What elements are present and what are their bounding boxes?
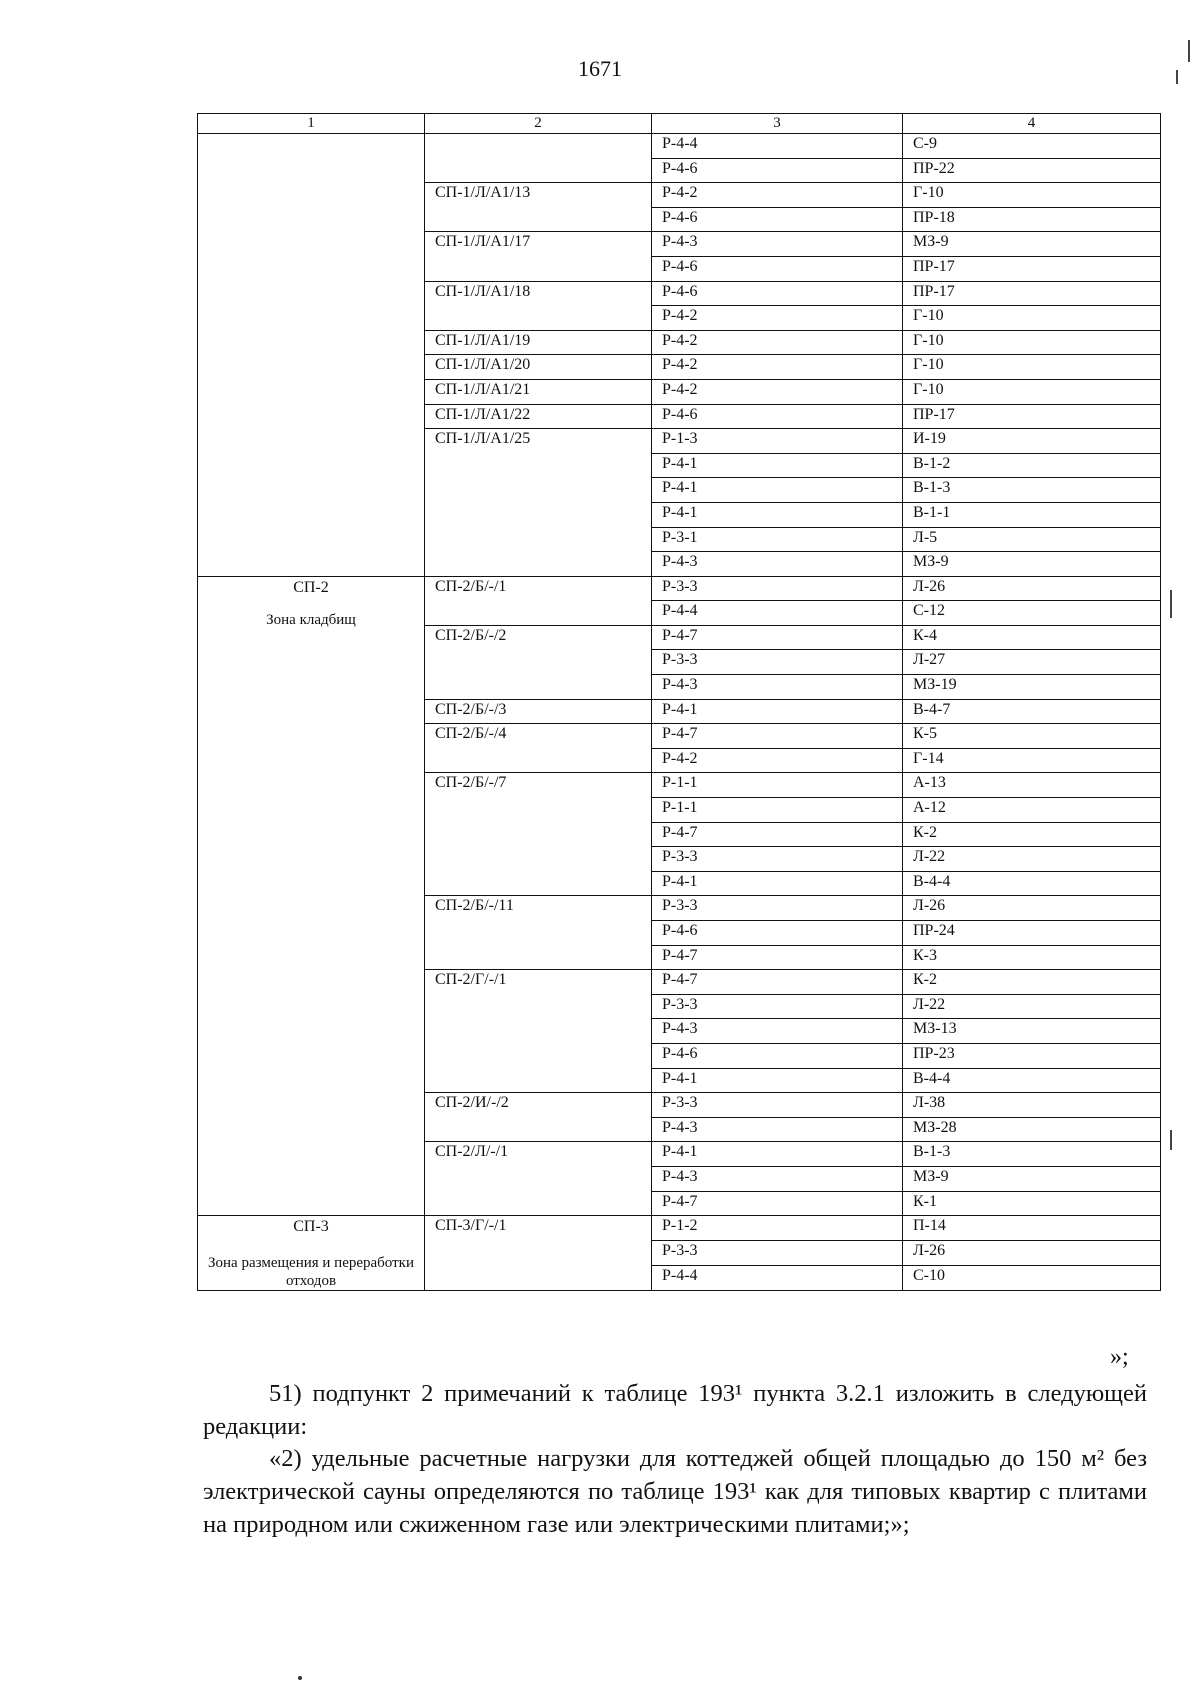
subzone-cell: СП-3/Г/-/1: [425, 1216, 652, 1291]
subzone-cell: СП-2/Б/-/1: [425, 576, 652, 625]
index-cell: К-3: [903, 945, 1161, 970]
index-cell: Г-10: [903, 330, 1161, 355]
amendment-text-paragraph: «2) удельные расчетные нагрузки для коттеджей общей площадью до 150 м² без электрической сауны определяются по таблице 193¹ как для типовых квартир с плитами на природном или сжиженном газе или электрическими плитами;»;: [203, 1445, 1147, 1538]
header-row: [198, 114, 1161, 134]
subzone-cell: СП-1/Л/А1/25: [425, 429, 652, 577]
index-cell: П-14: [903, 1216, 1161, 1241]
header-cell: 2: [425, 114, 652, 134]
index-cell: МЗ-13: [903, 1019, 1161, 1044]
code-cell: Р-4-7: [652, 822, 903, 847]
subzone-cell: СП-2/И/-/2: [425, 1093, 652, 1142]
index-cell: А-13: [903, 773, 1161, 798]
code-cell: Р-4-4: [652, 601, 903, 626]
code-cell: Р-4-6: [652, 158, 903, 183]
index-cell: ПР-17: [903, 281, 1161, 306]
code-cell: Р-4-7: [652, 724, 903, 749]
index-cell: К-4: [903, 625, 1161, 650]
code-cell: Р-1-1: [652, 798, 903, 823]
code-cell: Р-4-2: [652, 183, 903, 208]
code-cell: Р-4-7: [652, 970, 903, 995]
code-cell: Р-1-1: [652, 773, 903, 798]
code-cell: Р-4-2: [652, 379, 903, 404]
code-cell: Р-4-1: [652, 453, 903, 478]
code-cell: Р-4-2: [652, 306, 903, 331]
zone-cell: [198, 134, 425, 577]
zone-cell: [198, 1216, 425, 1291]
index-cell: ПР-17: [903, 404, 1161, 429]
subzone-cell: СП-2/Б/-/2: [425, 625, 652, 699]
subzone-cell: СП-1/Л/А1/21: [425, 379, 652, 404]
code-cell: Р-4-2: [652, 355, 903, 380]
subzone-cell: СП-2/Б/-/11: [425, 896, 652, 970]
code-cell: Р-1-3: [652, 429, 903, 454]
code-cell: Р-4-3: [652, 675, 903, 700]
code-cell: Р-4-6: [652, 281, 903, 306]
zone-description: Зона размещения и переработки отходов: [208, 1255, 414, 1290]
index-cell: В-1-3: [903, 478, 1161, 503]
code-cell: Р-4-1: [652, 699, 903, 724]
header-cell: 3: [652, 114, 903, 134]
index-cell: В-4-4: [903, 871, 1161, 896]
index-cell: Л-22: [903, 994, 1161, 1019]
subzone-cell: СП-2/Б/-/7: [425, 773, 652, 896]
code-cell: Р-4-6: [652, 1043, 903, 1068]
index-cell: К-2: [903, 822, 1161, 847]
index-cell: ПР-18: [903, 207, 1161, 232]
zone-cell: [198, 576, 425, 1215]
index-cell: Л-38: [903, 1093, 1161, 1118]
subzone-cell: СП-2/Г/-/1: [425, 970, 652, 1093]
code-cell: Р-4-7: [652, 1191, 903, 1216]
code-cell: Р-4-3: [652, 232, 903, 257]
subzone-cell: [425, 134, 652, 183]
index-cell: С-12: [903, 601, 1161, 626]
index-cell: К-1: [903, 1191, 1161, 1216]
index-cell: МЗ-19: [903, 675, 1161, 700]
subzone-cell: СП-1/Л/А1/20: [425, 355, 652, 380]
subzone-cell: СП-1/Л/А1/17: [425, 232, 652, 281]
index-cell: ПР-23: [903, 1043, 1161, 1068]
index-cell: Г-14: [903, 748, 1161, 773]
code-cell: Р-4-1: [652, 478, 903, 503]
index-cell: В-4-7: [903, 699, 1161, 724]
scan-mark: [1176, 70, 1178, 84]
code-cell: Р-1-2: [652, 1216, 903, 1241]
index-cell: МЗ-9: [903, 1166, 1161, 1191]
code-cell: Р-4-1: [652, 1068, 903, 1093]
zone-table: [197, 113, 1161, 1291]
subzone-cell: СП-2/Б/-/3: [425, 699, 652, 724]
subzone-cell: СП-1/Л/А1/18: [425, 281, 652, 330]
code-cell: Р-4-3: [652, 552, 903, 577]
index-cell: Г-10: [903, 379, 1161, 404]
index-cell: ПР-22: [903, 158, 1161, 183]
scan-mark: [1188, 40, 1190, 62]
index-cell: С-10: [903, 1266, 1161, 1291]
index-cell: ПР-24: [903, 921, 1161, 946]
code-cell: Р-4-1: [652, 502, 903, 527]
index-cell: Л-26: [903, 1241, 1161, 1266]
index-cell: И-19: [903, 429, 1161, 454]
index-cell: Л-26: [903, 576, 1161, 601]
index-cell: К-5: [903, 724, 1161, 749]
index-cell: МЗ-9: [903, 552, 1161, 577]
index-cell: А-12: [903, 798, 1161, 823]
index-cell: Л-22: [903, 847, 1161, 872]
index-cell: МЗ-9: [903, 232, 1161, 257]
code-cell: Р-4-1: [652, 871, 903, 896]
code-cell: Р-4-6: [652, 256, 903, 281]
code-cell: Р-4-2: [652, 330, 903, 355]
table-row: [198, 1216, 1161, 1241]
index-cell: К-2: [903, 970, 1161, 995]
index-cell: В-1-1: [903, 502, 1161, 527]
table-row: [198, 134, 1161, 159]
index-cell: Л-27: [903, 650, 1161, 675]
zone-code: СП-2: [293, 578, 329, 596]
code-cell: Р-3-3: [652, 576, 903, 601]
index-cell: Г-10: [903, 355, 1161, 380]
code-cell: Р-3-3: [652, 1093, 903, 1118]
subzone-cell: СП-1/Л/А1/22: [425, 404, 652, 429]
scan-mark: [1170, 1130, 1172, 1150]
index-cell: Г-10: [903, 306, 1161, 331]
zone-code: СП-3: [293, 1218, 329, 1236]
code-cell: Р-3-3: [652, 1241, 903, 1266]
index-cell: Л-5: [903, 527, 1161, 552]
code-cell: Р-4-6: [652, 404, 903, 429]
code-cell: Р-4-2: [652, 748, 903, 773]
code-cell: Р-4-6: [652, 207, 903, 232]
table-row: [198, 576, 1161, 601]
subzone-cell: СП-2/Б/-/4: [425, 724, 652, 773]
amendment-paragraph: 51) подпункт 2 примечаний к таблице 193¹ пункта 3.2.1 изложить в следующей редакции:: [203, 1380, 1147, 1440]
index-cell: Л-26: [903, 896, 1161, 921]
index-cell: В-1-3: [903, 1142, 1161, 1167]
header-cell: 1: [198, 114, 425, 134]
code-cell: Р-4-3: [652, 1019, 903, 1044]
code-cell: Р-3-3: [652, 650, 903, 675]
code-cell: Р-3-3: [652, 994, 903, 1019]
code-cell: Р-3-3: [652, 896, 903, 921]
index-cell: МЗ-28: [903, 1117, 1161, 1142]
scan-mark: [1170, 590, 1172, 618]
code-cell: Р-4-6: [652, 921, 903, 946]
code-cell: Р-4-3: [652, 1117, 903, 1142]
subzone-cell: СП-2/Л/-/1: [425, 1142, 652, 1216]
code-cell: Р-4-4: [652, 1266, 903, 1291]
code-cell: Р-4-7: [652, 625, 903, 650]
page-number: 1671: [578, 56, 622, 81]
index-cell: С-9: [903, 134, 1161, 159]
index-cell: ПР-17: [903, 256, 1161, 281]
table-body: [198, 114, 1161, 1291]
code-cell: Р-4-4: [652, 134, 903, 159]
zone-description: Зона кладбищ: [266, 611, 356, 628]
subzone-cell: СП-1/Л/А1/13: [425, 183, 652, 232]
code-cell: Р-4-7: [652, 945, 903, 970]
subzone-cell: СП-1/Л/А1/19: [425, 330, 652, 355]
index-cell: Г-10: [903, 183, 1161, 208]
index-cell: В-1-2: [903, 453, 1161, 478]
header-cell: 4: [903, 114, 1161, 134]
code-cell: Р-3-3: [652, 847, 903, 872]
code-cell: Р-4-1: [652, 1142, 903, 1167]
code-cell: Р-4-3: [652, 1166, 903, 1191]
code-cell: Р-3-1: [652, 527, 903, 552]
closing-quote: »;: [1110, 1344, 1129, 1370]
scan-dot: [298, 1676, 302, 1680]
index-cell: В-4-4: [903, 1068, 1161, 1093]
